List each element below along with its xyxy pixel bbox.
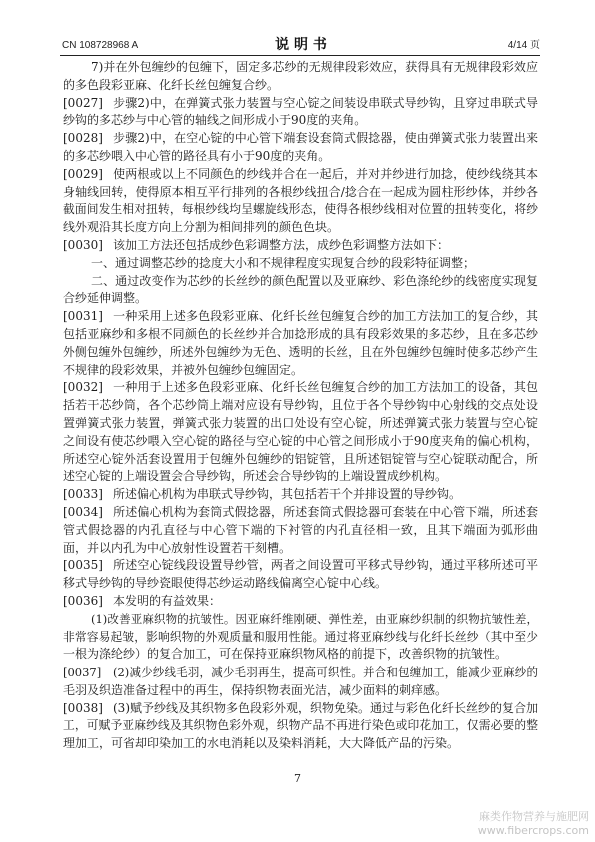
paragraph-line: 管式假捻器的内孔直径与中心管下端的下衬管的内孔直径相一致，且其下端面为弧形曲 <box>63 522 538 537</box>
paragraph-0030 <box>63 237 538 308</box>
paragraph-line: 理加工，可省却印染加工的水电消耗以及染料消耗，大大降低产品的污染。 <box>63 736 460 751</box>
paragraph-0031 <box>63 308 538 379</box>
paragraph-line <box>63 237 538 255</box>
document-title: 说 明 书 <box>275 37 327 53</box>
paragraph-text: (2)减少纱线毛羽，减少毛羽再生，提高可织性。并合和包缠加工，能减少亚麻纱的 <box>113 665 538 680</box>
paragraph-line: 不规律的段彩效果，并被外包缠纱包缠固定。 <box>63 362 304 377</box>
paragraph-number: [0031] <box>63 309 103 324</box>
paragraph-line <box>63 379 538 397</box>
paragraph-line: 身轴线回转，使得原本相互平行排列的各根纱线扭合/捻合在一起成为圆柱形纱体，并纱各 <box>63 184 538 199</box>
paragraph-line: 一、通过调整芯纱的捻度大小和不规律程度实现复合纱的段彩特征调整； <box>91 255 476 270</box>
paragraph-line: 非常容易起皱，影响织物的外观质量和服用性能。通过将亚麻纱线与化纤长丝纱（其中至少 <box>63 629 538 644</box>
paragraph-0034 <box>63 504 538 557</box>
paragraph-line <box>63 95 538 113</box>
paragraph-text: 使两根或以上不同颜色的纱线并合在一起后，并对并纱进行加捻，使纱线绕其本 <box>113 166 538 181</box>
paragraph-line: 一根为涤纶纱）的复合加工，可在保持亚麻织物风格的前提下，改善织物的抗皱性。 <box>63 647 508 662</box>
paragraph-line: 外侧包缠外包缠纱，所述外包缠纱为无色、透明的长丝，且在外包缠纱包缠时使多芯纱产生 <box>63 344 538 359</box>
paragraph-line: 置弹簧式张力装置，弹簧式张力装置的出口处设有空心锭，所述弹簧式张力装置与空心锭 <box>63 415 538 430</box>
paragraph-line: 的多芯纱喂入中心管的路径具有小于90度的夹角。 <box>63 148 331 163</box>
paragraph-number: [0029] <box>63 166 103 181</box>
publication-number: CN 108728968 A <box>62 40 139 51</box>
paragraph-continuation <box>63 59 538 95</box>
paragraph-number: [0027] <box>63 95 103 110</box>
paragraph-line <box>63 130 538 148</box>
paragraph-text: 步骤2)中，在空心锭的中心管下端套设套筒式假捻器，使由弹簧式张力装置出来 <box>113 131 538 146</box>
paragraph-line: 之间设有使芯纱喂入空心锭的路径与空心锭的中心管之间形成小于90度夹角的偏心机构， <box>63 433 538 448</box>
paragraph-0028 <box>63 130 538 166</box>
paragraph-line: 括若干芯纱筒，各个芯纱筒上端对应设有导纱钩，且位于各个导纱钩中心射线的交点处设 <box>63 398 538 413</box>
paragraph-number: [0034] <box>63 504 103 519</box>
paragraph-line <box>63 557 538 575</box>
paragraph-line: 的多色段彩亚麻、化纤长丝包缠复合纱。 <box>63 77 280 92</box>
paragraph-line: 移式导纱钩的导纱瓷眼使得芯纱运动路线偏离空心锭中心线。 <box>63 576 388 591</box>
paragraph-0027 <box>63 95 538 131</box>
paragraph-line <box>63 593 538 611</box>
paragraph-0032 <box>63 379 538 486</box>
paragraph-0036 <box>63 593 538 664</box>
paragraph-line: 纱钩的多芯纱与中心管的轴线之间形成小于90度的夹角。 <box>63 113 367 128</box>
paragraph-line: 述空心锭的上端设置会合导纱钩，所述会合导纱钩的上端设置成纱机构。 <box>63 469 448 484</box>
paragraph-line: 截面间发生相对扭转，每根纱线均呈螺旋线形态，使得各根纱线相对位置的扭转变化，将纱 <box>63 202 538 217</box>
paragraph-number: [0036] <box>63 593 103 608</box>
paragraph-line: 合纱延伸调整。 <box>63 291 148 306</box>
paragraph-line <box>63 308 538 326</box>
watermark-url: www.fibercrops.com <box>477 824 589 837</box>
paragraph-line: 包括亚麻纱和多根不同颜色的长丝纱并合加捻形成的具有段彩效果的多芯纱，且在多芯纱 <box>63 326 538 341</box>
paragraph-text: 所述偏心机构为串联式导纱钩，其包括若干个并排设置的导纱钩。 <box>113 487 462 502</box>
paragraph-number: [0028] <box>63 131 103 146</box>
paragraph-line: 毛羽及织造准备过程中的再生，保持织物表面光洁，减少面料的刺痒感。 <box>63 682 448 697</box>
paragraph-text: 所述偏心机构为套筒式假捻器，所述套筒式假捻器可套装在中心管下端，所述套 <box>113 504 538 519</box>
paragraph-line <box>63 486 538 504</box>
paragraph-0037 <box>63 664 538 700</box>
paragraph-line: 工，可赋予亚麻纱线及其织物色彩外观，织物产品不再进行染色或印花加工，仅需必要的整 <box>63 718 538 733</box>
paragraph-number: [0035] <box>63 558 103 573</box>
paragraph-number: [0033] <box>63 487 103 502</box>
paragraph-number: [0037] <box>63 665 102 680</box>
watermark-site-name: 麻类作物营养与施肥网 <box>479 810 589 823</box>
header-divider <box>60 55 540 56</box>
page-number: 7 <box>294 772 301 785</box>
paragraph-number: [0032] <box>63 380 103 395</box>
paragraph-text: 一种采用上述多色段彩亚麻、化纤长丝包缠复合纱的加工方法加工的复合纱，其 <box>113 309 538 324</box>
page-indicator: 4/14 页 <box>507 40 540 51</box>
paragraph-line <box>63 166 538 184</box>
paragraph-line: 所述空心锭外活套设置用于包缠外包缠纱的铝锭管，且所述铝锭管与空心锭联动配合，所 <box>63 451 538 466</box>
paragraph-line: 面，并以内孔为中心放射性设置若干刻槽。 <box>63 540 292 555</box>
paragraph-number: [0030] <box>63 237 103 252</box>
paragraph-line: 二、通过改变作为芯纱的长丝纱的颜色配置以及亚麻纱、彩色涤纶纱的线密度实现复 <box>91 273 538 288</box>
paragraph-0038 <box>63 700 538 753</box>
paragraph-0029 <box>63 166 538 237</box>
paragraph-text: 一种用于上述多色段彩亚麻、化纤长丝包缠复合纱的加工方法加工的设备，其包 <box>113 380 538 395</box>
paragraph-line <box>63 700 538 718</box>
paragraph-line <box>63 664 538 682</box>
paragraph-0033 <box>63 486 538 504</box>
paragraph-text: 所述空心锭线段设置导纱管，两者之间设置可平移式导纱钩，通过平移所述可平 <box>113 558 538 573</box>
watermark <box>478 810 589 838</box>
paragraph-text: 步骤2)中，在弹簧式张力装置与空心锭之间装设串联式导纱钩，且穿过串联式导 <box>113 95 538 110</box>
page-header <box>62 36 540 54</box>
paragraph-text: 该加工方法还包括成纱色彩调整方法，成纱色彩调整方法如下： <box>113 237 450 252</box>
paragraph-number: [0038] <box>63 700 103 715</box>
paragraph-0035 <box>63 557 538 593</box>
paragraph-text: 本发明的有益效果： <box>113 593 222 608</box>
paragraph-line: 7)并在外包缠纱的包缠下，固定多芯纱的无规律段彩效应，获得具有无规律段彩效应 <box>91 60 538 74</box>
paragraph-line: 线外观沿其长度方向上分割为相间排列的颜色色块。 <box>63 220 340 235</box>
paragraph-line: (1)改善亚麻织物的抗皱性。因亚麻纤维刚硬、弹性差，由亚麻纱织制的织物抗皱性差， <box>91 611 538 626</box>
paragraph-line <box>63 504 538 522</box>
paragraph-text: (3)赋予纱线及其织物多色段彩外观，织物免染。通过与彩色化纤长丝纱的复合加 <box>113 700 539 715</box>
description-body <box>63 59 538 753</box>
